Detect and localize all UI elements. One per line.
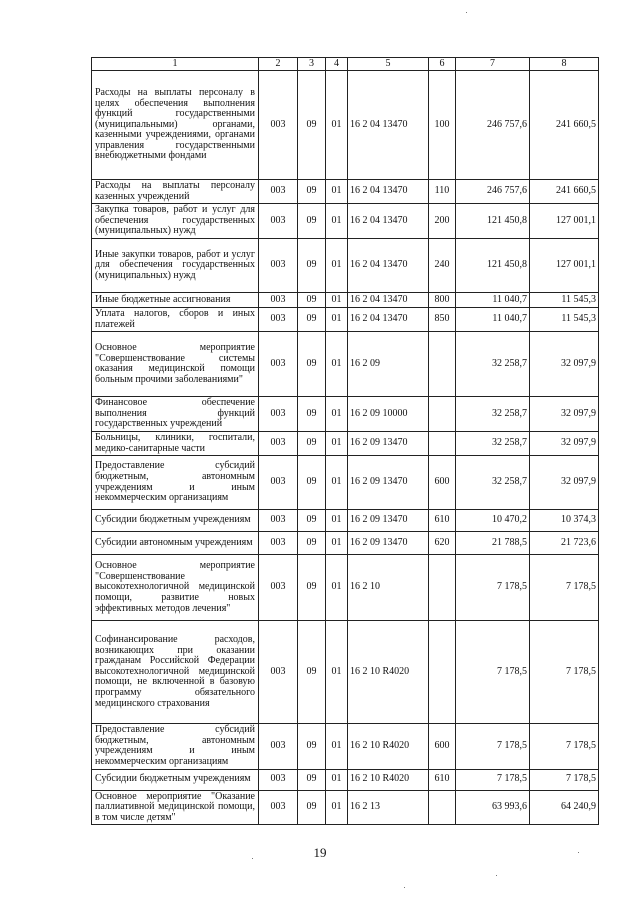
row-value-col7: 121 450,8: [456, 204, 530, 239]
row-code-section: 09: [298, 397, 326, 432]
row-code-target: 16 2 13: [348, 790, 429, 825]
row-code-section: 09: [298, 180, 326, 204]
row-value-col7: 7 178,5: [456, 724, 530, 769]
table-row: [92, 510, 599, 532]
column-header: 3: [298, 58, 326, 71]
row-value-col7: 11 040,7: [456, 307, 530, 331]
row-code-expense-type: [429, 431, 456, 455]
table-body: [92, 58, 599, 825]
row-code-target: 16 2 10 R4020: [348, 724, 429, 769]
row-code-target: 16 2 04 13470: [348, 238, 429, 292]
row-value-col8: 11 545,3: [530, 292, 599, 307]
row-code-ministry: 003: [259, 307, 298, 331]
row-code-target: 16 2 04 13470: [348, 71, 429, 180]
row-code-subsection: 01: [326, 238, 348, 292]
row-value-col8: 241 660,5: [530, 71, 599, 180]
table-row: [92, 769, 599, 790]
row-code-ministry: 003: [259, 332, 298, 397]
row-code-expense-type: 800: [429, 292, 456, 307]
row-name: Уплата налогов, сборов и иных платежей: [92, 307, 259, 331]
row-name: Иные бюджетные ассигнования: [92, 292, 259, 307]
row-code-section: 09: [298, 71, 326, 180]
column-header: 4: [326, 58, 348, 71]
table-row: [92, 180, 599, 204]
row-name: Софинансирование расходов, возникающих при оказании гражданам Российской Федерации высокотехнологичной медицинской помощи, не включенной в базовую программу обязательного медицинского страхования: [92, 621, 259, 724]
row-code-subsection: 01: [326, 180, 348, 204]
row-code-ministry: 003: [259, 180, 298, 204]
row-value-col7: 32 258,7: [456, 431, 530, 455]
row-code-ministry: 003: [259, 621, 298, 724]
row-code-expense-type: 240: [429, 238, 456, 292]
row-code-subsection: 01: [326, 769, 348, 790]
row-code-target: 16 2 09 13470: [348, 510, 429, 532]
row-code-expense-type: 620: [429, 532, 456, 555]
row-value-col7: 11 040,7: [456, 292, 530, 307]
row-value-col8: 241 660,5: [530, 180, 599, 204]
row-value-col8: 21 723,6: [530, 532, 599, 555]
row-code-ministry: 003: [259, 724, 298, 769]
row-code-target: 16 2 04 13470: [348, 292, 429, 307]
table-row: [92, 532, 599, 555]
row-code-ministry: 003: [259, 204, 298, 239]
row-name: Субсидии бюджетным учреждениям: [92, 510, 259, 532]
table-row: [92, 204, 599, 239]
row-code-expense-type: 600: [429, 456, 456, 510]
row-value-col7: 121 450,8: [456, 238, 530, 292]
row-code-target: 16 2 10: [348, 555, 429, 621]
row-value-col7: 246 757,6: [456, 180, 530, 204]
table-row: [92, 332, 599, 397]
table-row: [92, 307, 599, 331]
row-value-col7: 7 178,5: [456, 555, 530, 621]
row-name: Предоставление субсидий бюджетным, автономным учреждениям и иным некоммерческим организациям: [92, 456, 259, 510]
column-header: 1: [92, 58, 259, 71]
row-code-section: 09: [298, 332, 326, 397]
row-code-ministry: 003: [259, 555, 298, 621]
row-code-target: 16 2 10 R4020: [348, 621, 429, 724]
row-code-subsection: 01: [326, 724, 348, 769]
row-code-expense-type: 110: [429, 180, 456, 204]
row-code-target: 16 2 04 13470: [348, 180, 429, 204]
row-code-subsection: 01: [326, 510, 348, 532]
table-row: [92, 431, 599, 455]
table-row: [92, 790, 599, 825]
row-code-expense-type: 200: [429, 204, 456, 239]
row-name: Иные закупки товаров, работ и услуг для обеспечения государственных (муниципальных) нужд: [92, 238, 259, 292]
row-code-section: 09: [298, 532, 326, 555]
row-value-col7: 7 178,5: [456, 769, 530, 790]
row-value-col7: 32 258,7: [456, 397, 530, 432]
row-value-col7: 7 178,5: [456, 621, 530, 724]
row-value-col8: 11 545,3: [530, 307, 599, 331]
row-value-col8: 7 178,5: [530, 555, 599, 621]
row-code-target: 16 2 10 R4020: [348, 769, 429, 790]
row-name: Основное мероприятие "Совершенствование системы оказания медицинской помощи больным прочими заболеваниями": [92, 332, 259, 397]
row-value-col7: 21 788,5: [456, 532, 530, 555]
row-value-col8: 32 097,9: [530, 431, 599, 455]
column-header: 2: [259, 58, 298, 71]
row-code-subsection: 01: [326, 790, 348, 825]
row-code-section: 09: [298, 238, 326, 292]
row-code-section: 09: [298, 204, 326, 239]
row-code-target: 16 2 09 13470: [348, 456, 429, 510]
table-row: [92, 397, 599, 432]
row-name: Предоставление субсидий бюджетным, автономным учреждениям и иным некоммерческим организациям: [92, 724, 259, 769]
row-code-ministry: 003: [259, 456, 298, 510]
row-code-target: 16 2 04 13470: [348, 307, 429, 331]
row-name: Расходы на выплаты персоналу в целях обеспечения выполнения функций государственными (муниципальными) органами, казенными учреждениями, органами управления государственными внебюджетными фондами: [92, 71, 259, 180]
row-code-expense-type: [429, 332, 456, 397]
row-code-subsection: 01: [326, 555, 348, 621]
row-code-subsection: 01: [326, 71, 348, 180]
row-code-section: 09: [298, 510, 326, 532]
budget-table: [91, 57, 599, 825]
row-code-subsection: 01: [326, 532, 348, 555]
row-code-expense-type: 610: [429, 510, 456, 532]
row-code-expense-type: 100: [429, 71, 456, 180]
row-code-section: 09: [298, 456, 326, 510]
row-value-col8: 10 374,3: [530, 510, 599, 532]
row-code-subsection: 01: [326, 621, 348, 724]
row-value-col8: 127 001,1: [530, 204, 599, 239]
row-code-subsection: 01: [326, 431, 348, 455]
row-code-section: 09: [298, 769, 326, 790]
row-code-target: 16 2 09: [348, 332, 429, 397]
row-value-col8: 64 240,9: [530, 790, 599, 825]
table-row: [92, 238, 599, 292]
row-code-section: 09: [298, 724, 326, 769]
row-code-subsection: 01: [326, 332, 348, 397]
row-code-section: 09: [298, 790, 326, 825]
row-name: Субсидии бюджетным учреждениям: [92, 769, 259, 790]
row-value-col7: 10 470,2: [456, 510, 530, 532]
column-header: 6: [429, 58, 456, 71]
row-code-ministry: 003: [259, 292, 298, 307]
row-code-subsection: 01: [326, 456, 348, 510]
row-code-expense-type: [429, 621, 456, 724]
row-code-expense-type: [429, 555, 456, 621]
row-name: Финансовое обеспечение выполнения функций государственных учреждений: [92, 397, 259, 432]
row-code-ministry: 003: [259, 532, 298, 555]
column-header: 8: [530, 58, 599, 71]
row-name: Больницы, клиники, госпитали, медико-санитарные части: [92, 431, 259, 455]
row-code-target: 16 2 09 13470: [348, 431, 429, 455]
row-code-expense-type: [429, 790, 456, 825]
row-name: Субсидии автономным учреждениям: [92, 532, 259, 555]
table-row: [92, 71, 599, 180]
row-code-expense-type: 610: [429, 769, 456, 790]
row-code-section: 09: [298, 307, 326, 331]
table-row: [92, 724, 599, 769]
table-row: [92, 621, 599, 724]
row-value-col8: 7 178,5: [530, 724, 599, 769]
row-code-ministry: 003: [259, 790, 298, 825]
row-value-col8: 32 097,9: [530, 397, 599, 432]
page-number: 19: [313, 845, 327, 860]
row-code-ministry: 003: [259, 510, 298, 532]
table-header-row: [92, 58, 599, 71]
row-code-section: 09: [298, 555, 326, 621]
row-code-section: 09: [298, 431, 326, 455]
row-value-col7: 32 258,7: [456, 332, 530, 397]
row-code-ministry: 003: [259, 397, 298, 432]
row-value-col8: 7 178,5: [530, 621, 599, 724]
row-code-expense-type: 850: [429, 307, 456, 331]
row-name: Закупка товаров, работ и услуг для обеспечения государственных (муниципальных) нужд: [92, 204, 259, 239]
row-code-target: 16 2 09 10000: [348, 397, 429, 432]
row-value-col8: 32 097,9: [530, 456, 599, 510]
row-code-subsection: 01: [326, 397, 348, 432]
row-value-col8: 32 097,9: [530, 332, 599, 397]
row-code-ministry: 003: [259, 769, 298, 790]
column-header: 5: [348, 58, 429, 71]
row-code-expense-type: 600: [429, 724, 456, 769]
row-value-col7: 32 258,7: [456, 456, 530, 510]
row-code-subsection: 01: [326, 307, 348, 331]
row-value-col8: 7 178,5: [530, 769, 599, 790]
row-value-col8: 127 001,1: [530, 238, 599, 292]
row-value-col7: 246 757,6: [456, 71, 530, 180]
table-row: [92, 456, 599, 510]
row-code-ministry: 003: [259, 431, 298, 455]
row-name: Основное мероприятие "Оказание паллиативной медицинской помощи, в том числе детям": [92, 790, 259, 825]
row-code-ministry: 003: [259, 238, 298, 292]
row-code-subsection: 01: [326, 204, 348, 239]
row-code-target: 16 2 09 13470: [348, 532, 429, 555]
row-name: Основное мероприятие "Совершенствование высокотехнологичной медицинской помощи, развитие новых эффективных методов лечения": [92, 555, 259, 621]
row-code-section: 09: [298, 292, 326, 307]
column-header: 7: [456, 58, 530, 71]
table-row: [92, 555, 599, 621]
row-code-ministry: 003: [259, 71, 298, 180]
row-code-expense-type: [429, 397, 456, 432]
table-row: [92, 292, 599, 307]
row-code-target: 16 2 04 13470: [348, 204, 429, 239]
row-value-col7: 63 993,6: [456, 790, 530, 825]
row-name: Расходы на выплаты персоналу казенных учреждений: [92, 180, 259, 204]
row-code-subsection: 01: [326, 292, 348, 307]
row-code-section: 09: [298, 621, 326, 724]
